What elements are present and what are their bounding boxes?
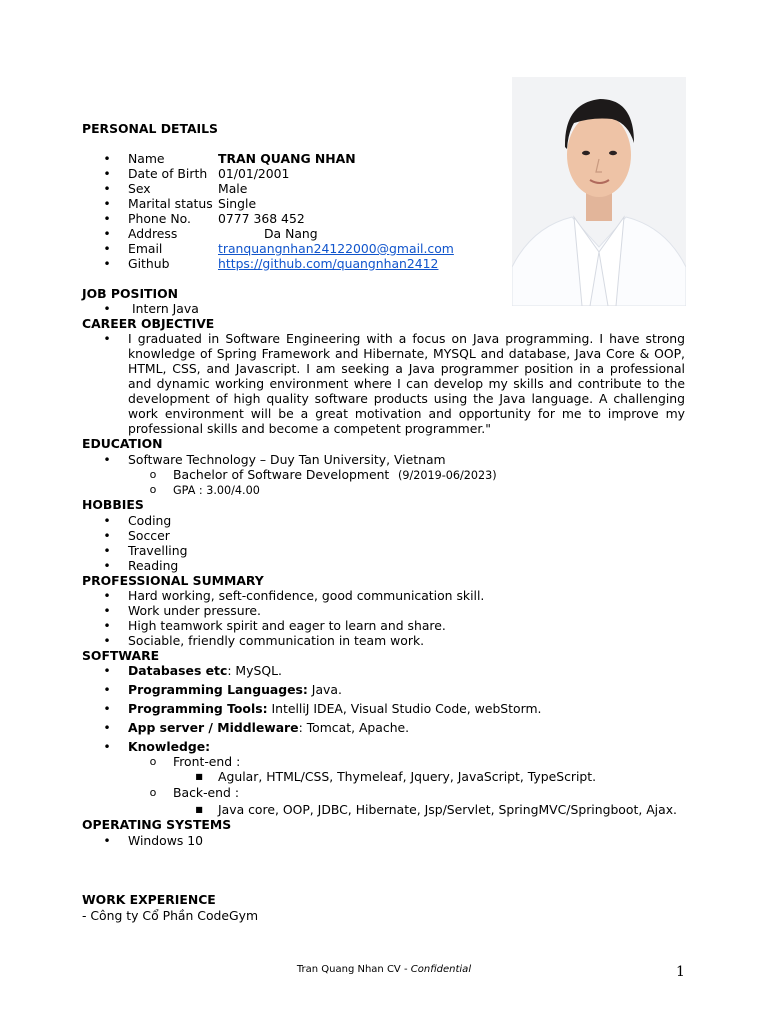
- square-bullet-icon: ■: [195, 772, 203, 781]
- school-text: Software Technology – Duy Tan University, Vietnam: [128, 452, 446, 467]
- bullet-icon: •: [103, 331, 111, 346]
- github-link[interactable]: https://github.com/quangnhan2412: [218, 256, 439, 271]
- bullet-icon: •: [103, 833, 111, 848]
- footer-text: Tran Quang Nhan CV -: [296, 964, 411, 975]
- bullet-icon: •: [103, 663, 111, 678]
- software-label: Programming Languages:: [128, 682, 308, 697]
- bullet-icon: •: [103, 558, 111, 573]
- bullet-icon: •: [103, 226, 111, 241]
- work-experience-heading: WORK EXPERIENCE: [82, 892, 216, 907]
- bullet-icon: •: [103, 452, 111, 467]
- software-text: Java.: [307, 682, 342, 697]
- bullet-icon: •: [103, 528, 111, 543]
- hobby-item: [0, 528, 768, 543]
- hobby-text: Coding: [128, 513, 172, 528]
- bullet-icon: •: [103, 181, 111, 196]
- backend-skills-row: [0, 802, 768, 817]
- square-bullet-icon: ■: [195, 805, 203, 814]
- software-label: Databases etc: [128, 663, 228, 678]
- person-portrait-icon: [512, 77, 686, 306]
- detail-label: Marital status: [128, 196, 213, 211]
- software-label: App server / Middleware: [128, 720, 299, 735]
- summary-text: High teamwork spirit and eager to learn and share.: [128, 618, 446, 633]
- bullet-icon: •: [103, 603, 111, 618]
- bullet-icon: •: [103, 166, 111, 181]
- summary-text: Sociable, friendly communication in team work.: [128, 633, 425, 648]
- software-text: : MySQL.: [227, 663, 282, 678]
- bullet-icon: •: [103, 682, 111, 697]
- profile-photo: [512, 77, 686, 306]
- email-link[interactable]: tranquangnhan24122000@gmail.com: [218, 241, 454, 256]
- hobby-text: Soccer: [128, 528, 170, 543]
- professional-summary-heading: PROFESSIONAL SUMMARY: [82, 573, 264, 588]
- circle-bullet-icon: o: [149, 786, 157, 799]
- detail-label: Email: [128, 241, 163, 256]
- software-item: [0, 720, 768, 735]
- summary-item: [0, 588, 768, 603]
- work-experience-item: - Công ty Cổ Phần CodeGym: [82, 908, 259, 923]
- bullet-icon: •: [103, 301, 111, 316]
- hobby-text: Travelling: [128, 543, 188, 558]
- objective-line: HTML, CSS, and Javascript. I am seeking a Java programmer position in a professional: [128, 361, 685, 376]
- bullet-icon: •: [103, 633, 111, 648]
- bullet-icon: •: [103, 588, 111, 603]
- career-objective-paragraph: [128, 331, 685, 436]
- bullet-icon: •: [103, 543, 111, 558]
- education-school: [0, 452, 768, 467]
- bullet-icon: •: [103, 739, 111, 754]
- backend-row: [0, 785, 768, 800]
- job-position-item: [0, 301, 768, 316]
- education-gpa: [0, 482, 768, 497]
- detail-value-name: TRAN QUANG NHAN: [218, 151, 356, 166]
- summary-item: [0, 603, 768, 618]
- os-text: Windows 10: [128, 833, 204, 848]
- degree-dates: (9/2019-06/2023): [398, 469, 497, 482]
- detail-label: Phone No.: [128, 211, 191, 226]
- software-label: Knowledge:: [128, 739, 211, 754]
- detail-value: 01/01/2001: [218, 166, 290, 181]
- bullet-icon: •: [103, 720, 111, 735]
- degree-text: Bachelor of Software Development: [173, 467, 390, 482]
- frontend-label: Front-end :: [173, 754, 241, 769]
- operating-systems-heading: OPERATING SYSTEMS: [82, 817, 232, 832]
- objective-line: work environment will be a great motivation and opportunity for me to improve my: [128, 406, 685, 421]
- job-position-heading: JOB POSITION: [82, 286, 179, 301]
- software-item: [0, 701, 768, 716]
- detail-label: Name: [128, 151, 165, 166]
- backend-skills: Java core, OOP, JDBC, Hibernate, Jsp/Servlet, SpringMVC/Springboot, Ajax.: [218, 802, 677, 817]
- detail-label: Address: [128, 226, 178, 241]
- circle-bullet-icon: o: [149, 483, 157, 496]
- bullet-icon: •: [103, 241, 111, 256]
- summary-text: Work under pressure.: [128, 603, 261, 618]
- frontend-skills-row: [0, 769, 768, 784]
- hobby-item: [0, 513, 768, 528]
- detail-label: Github: [128, 256, 170, 271]
- career-objective-heading: CAREER OBJECTIVE: [82, 316, 215, 331]
- summary-item: [0, 618, 768, 633]
- objective-line: and dynamic working environment where I can develop my skills and contribute to the: [128, 376, 685, 391]
- hobbies-heading: HOBBIES: [82, 497, 144, 512]
- summary-item: [0, 633, 768, 648]
- frontend-row: [0, 754, 768, 769]
- objective-line: I graduated in Software Engineering with a focus on Java programming. I have strong: [128, 331, 685, 346]
- software-item: [0, 682, 768, 697]
- job-position-text: Intern Java: [132, 301, 199, 316]
- software-label: Programming Tools:: [128, 701, 268, 716]
- education-heading: EDUCATION: [82, 436, 163, 451]
- education-degree: [0, 467, 768, 482]
- detail-label: Sex: [128, 181, 151, 196]
- detail-value: Male: [218, 181, 248, 196]
- footer-confidential: Confidential: [410, 964, 472, 975]
- bullet-icon: •: [103, 618, 111, 633]
- detail-value: Single: [218, 196, 257, 211]
- bullet-icon: •: [103, 256, 111, 271]
- software-item: [0, 739, 768, 754]
- bullet-icon: •: [103, 151, 111, 166]
- circle-bullet-icon: o: [149, 755, 157, 768]
- software-item: [0, 663, 768, 678]
- summary-text: Hard working, seft-confidence, good communication skill.: [128, 588, 485, 603]
- detail-value: Da Nang: [264, 226, 318, 241]
- software-heading: SOFTWARE: [82, 648, 160, 663]
- hobby-item: [0, 558, 768, 573]
- objective-line: professional skills and become a competent programmer.": [128, 421, 491, 436]
- hobby-text: Reading: [128, 558, 179, 573]
- page-footer: [0, 962, 768, 977]
- bullet-icon: •: [103, 513, 111, 528]
- objective-line: knowledge of Spring Framework and Hibernate, MYSQL and database, Java Core & OOP,: [128, 346, 685, 361]
- detail-value: 0777 368 452: [218, 211, 305, 226]
- gpa-text: GPA : 3.00/4.00: [173, 484, 260, 497]
- software-text: IntelliJ IDEA, Visual Studio Code, webStorm.: [267, 701, 542, 716]
- frontend-skills: Agular, HTML/CSS, Thymeleaf, Jquery, JavaScript, TypeScript.: [218, 769, 597, 784]
- page-number: 1: [676, 964, 685, 980]
- personal-details-heading: PERSONAL DETAILS: [82, 121, 218, 136]
- bullet-icon: •: [103, 211, 111, 226]
- detail-label: Date of Birth: [128, 166, 208, 181]
- os-item: [0, 833, 768, 848]
- software-text: : Tomcat, Apache.: [298, 720, 410, 735]
- bullet-icon: •: [103, 196, 111, 211]
- backend-label: Back-end :: [173, 785, 240, 800]
- objective-line: development of high quality software products using the Java language. A challenging: [128, 391, 685, 406]
- hobby-item: [0, 543, 768, 558]
- circle-bullet-icon: o: [149, 468, 157, 481]
- bullet-icon: •: [103, 701, 111, 716]
